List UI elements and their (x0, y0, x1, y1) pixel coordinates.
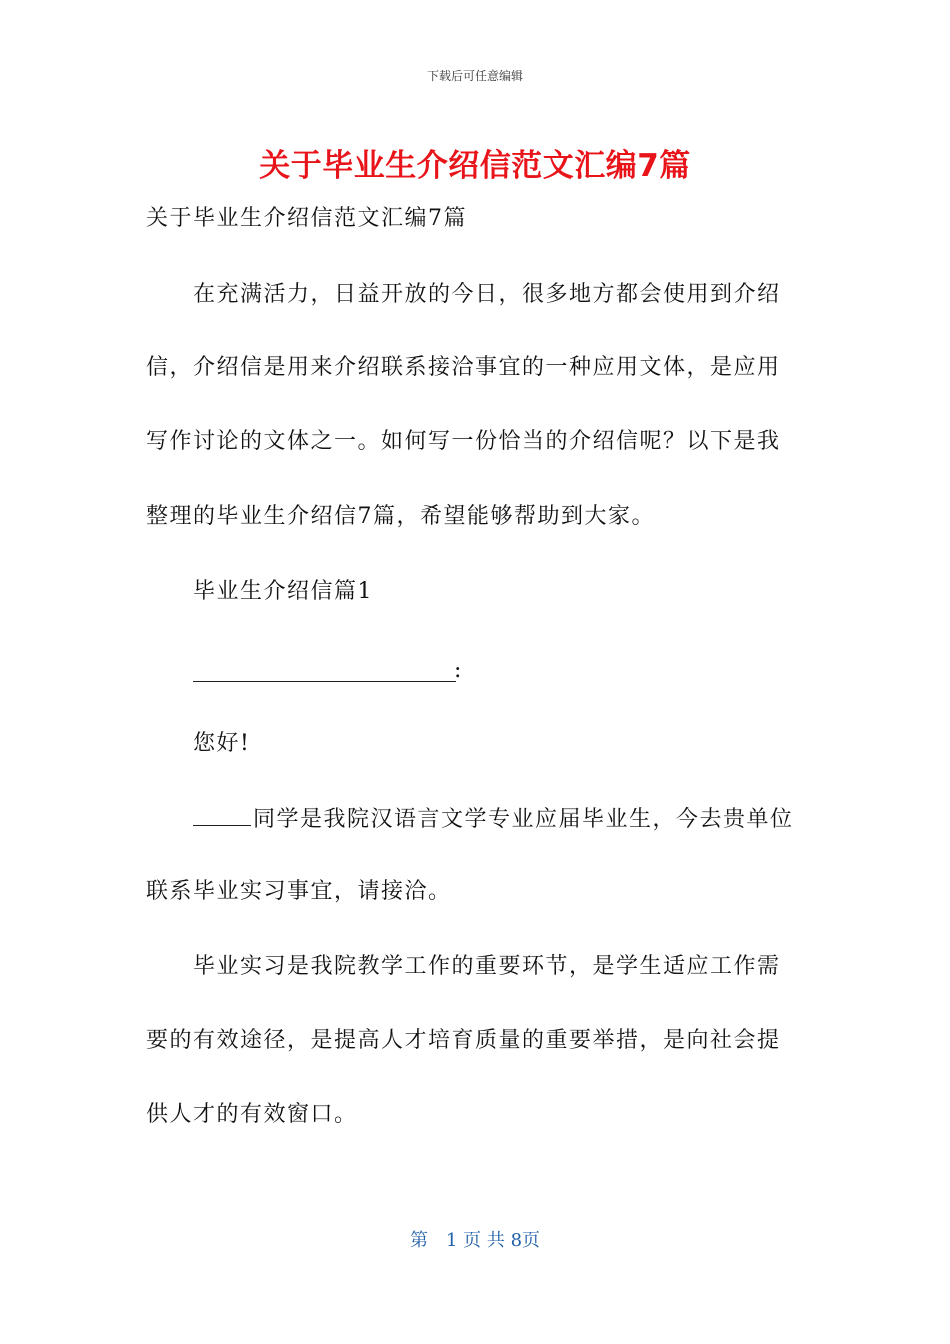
student-name-blank (193, 803, 251, 826)
greeting: 您好! (193, 731, 251, 756)
intro-line-1: 在充满活力，日益开放的今日，很多地方都会使用到介绍 (193, 282, 781, 307)
para1-line-2: 联系毕业实习事宜，请接洽。 (146, 879, 452, 904)
para1-line-1-text: 同学是我院汉语言文学专业应届毕业生，今去贵单位 (253, 807, 794, 832)
header-note: 下载后可任意编辑 (426, 69, 523, 83)
intro-line-4: 整理的毕业生介绍信7篇，希望能够帮助到大家。 (146, 504, 655, 529)
page-footer: 第 1 页 共 8页 (409, 1230, 541, 1251)
intro-line-2: 信，介绍信是用来介绍联系接洽事宜的一种应用文体，是应用 (146, 355, 781, 380)
para1-line-1 (193, 803, 794, 835)
addressee-colon: : (454, 658, 462, 683)
document-title: 关于毕业生介绍信范文汇编7篇 (259, 148, 691, 184)
para2-line-1: 毕业实习是我院教学工作的重要环节，是学生适应工作需 (193, 954, 781, 979)
para2-line-2: 要的有效途径，是提高人才培育质量的重要举措，是向社会提 (146, 1028, 781, 1053)
section-heading: 毕业生介绍信篇1 (193, 579, 373, 604)
para2-line-3: 供人才的有效窗口。 (146, 1102, 358, 1127)
addressee-blank (193, 681, 456, 682)
intro-line-3: 写作讨论的文体之一。如何写一份恰当的介绍信呢？以下是我 (146, 429, 781, 454)
document-subtitle: 关于毕业生介绍信范文汇编7篇 (146, 206, 467, 231)
